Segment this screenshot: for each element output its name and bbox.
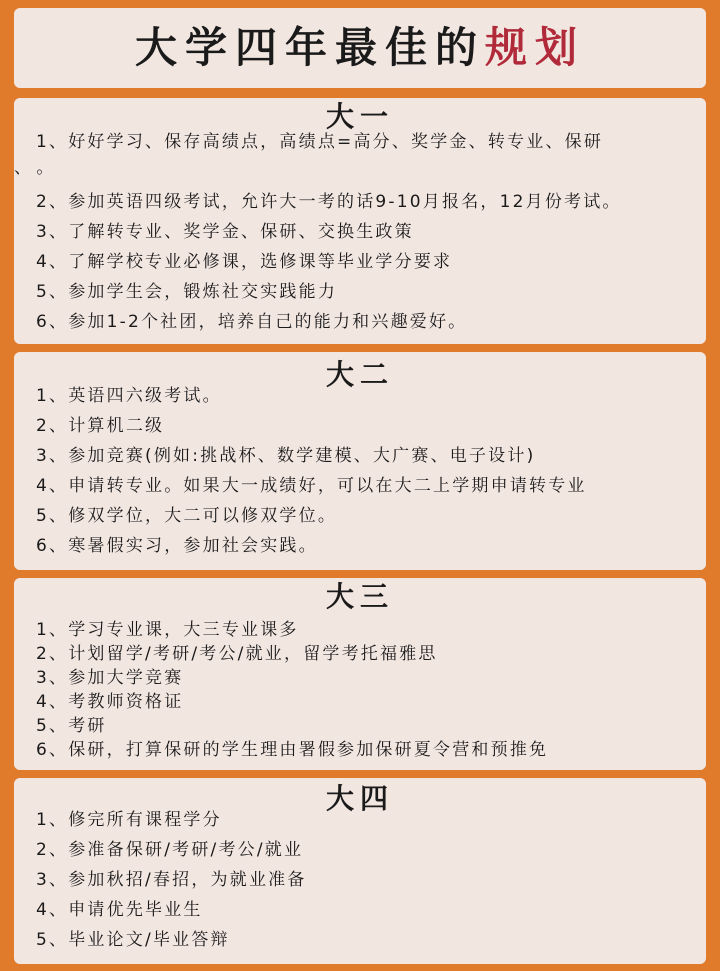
section-year4: [14, 778, 706, 964]
list-item: 1、英语四六级考试。: [36, 386, 222, 406]
list-item: 4、申请转专业。如果大一成绩好，可以在大二上学期申请转专业: [36, 476, 587, 496]
list-item: 4、了解学校专业必修课，选修课等毕业学分要求: [36, 252, 453, 272]
list-item: 1、好好学习、保存高绩点，高绩点=高分、奖学金、转专业、保研: [36, 132, 604, 152]
list-item: 3、参加大学竞赛: [36, 668, 184, 688]
list-item: 1、学习专业课，大三专业课多: [36, 620, 299, 640]
list-item: 2、参加英语四级考试，允许大一考的话9-10月报名，12月份考试。: [36, 192, 622, 212]
list-item-continuation: 、 。: [14, 158, 54, 178]
title-panel: [14, 8, 706, 88]
title-accent: 规划: [485, 23, 586, 72]
list-item: 6、寒暑假实习，参加社会实践。: [36, 536, 318, 556]
list-item: 1、修完所有课程学分: [36, 810, 222, 830]
list-item: 5、考研: [36, 716, 107, 736]
section-year2: [14, 352, 706, 570]
section-heading: 大四: [325, 782, 394, 815]
section-year3: [14, 578, 706, 770]
list-item: 2、计算机二级: [36, 416, 165, 436]
list-item: 3、参加竞赛(例如:挑战杯、数学建模、大广赛、电子设计): [36, 446, 536, 466]
list-item: 5、修双学位，大二可以修双学位。: [36, 506, 338, 526]
section-heading: 大一: [325, 100, 394, 133]
list-item: 5、参加学生会，锻炼社交实践能力: [36, 282, 338, 302]
list-item: 6、保研，打算保研的学生理由署假参加保研夏令营和预推免: [36, 740, 549, 760]
list-item: 4、考教师资格证: [36, 692, 184, 712]
section-heading: 大二: [325, 358, 394, 391]
title-main: 大学四年最佳的: [134, 23, 485, 72]
list-item: 6、参加1-2个社团，培养自己的能力和兴趣爱好。: [36, 312, 468, 332]
section-heading: 大三: [325, 580, 394, 613]
list-item: 5、毕业论文/毕业答辩: [36, 930, 230, 950]
list-item: 4、申请优先毕业生: [36, 900, 203, 920]
list-item: 3、了解转专业、奖学金、保研、交换生政策: [36, 222, 414, 242]
list-item: 3、参加秋招/春招，为就业准备: [36, 870, 307, 890]
section-year1: [14, 98, 706, 344]
page-title: [14, 22, 706, 74]
list-item: 2、计划留学/考研/考公/就业，留学考托福雅思: [36, 644, 438, 664]
list-item: 2、参准备保研/考研/考公/就业: [36, 840, 304, 860]
